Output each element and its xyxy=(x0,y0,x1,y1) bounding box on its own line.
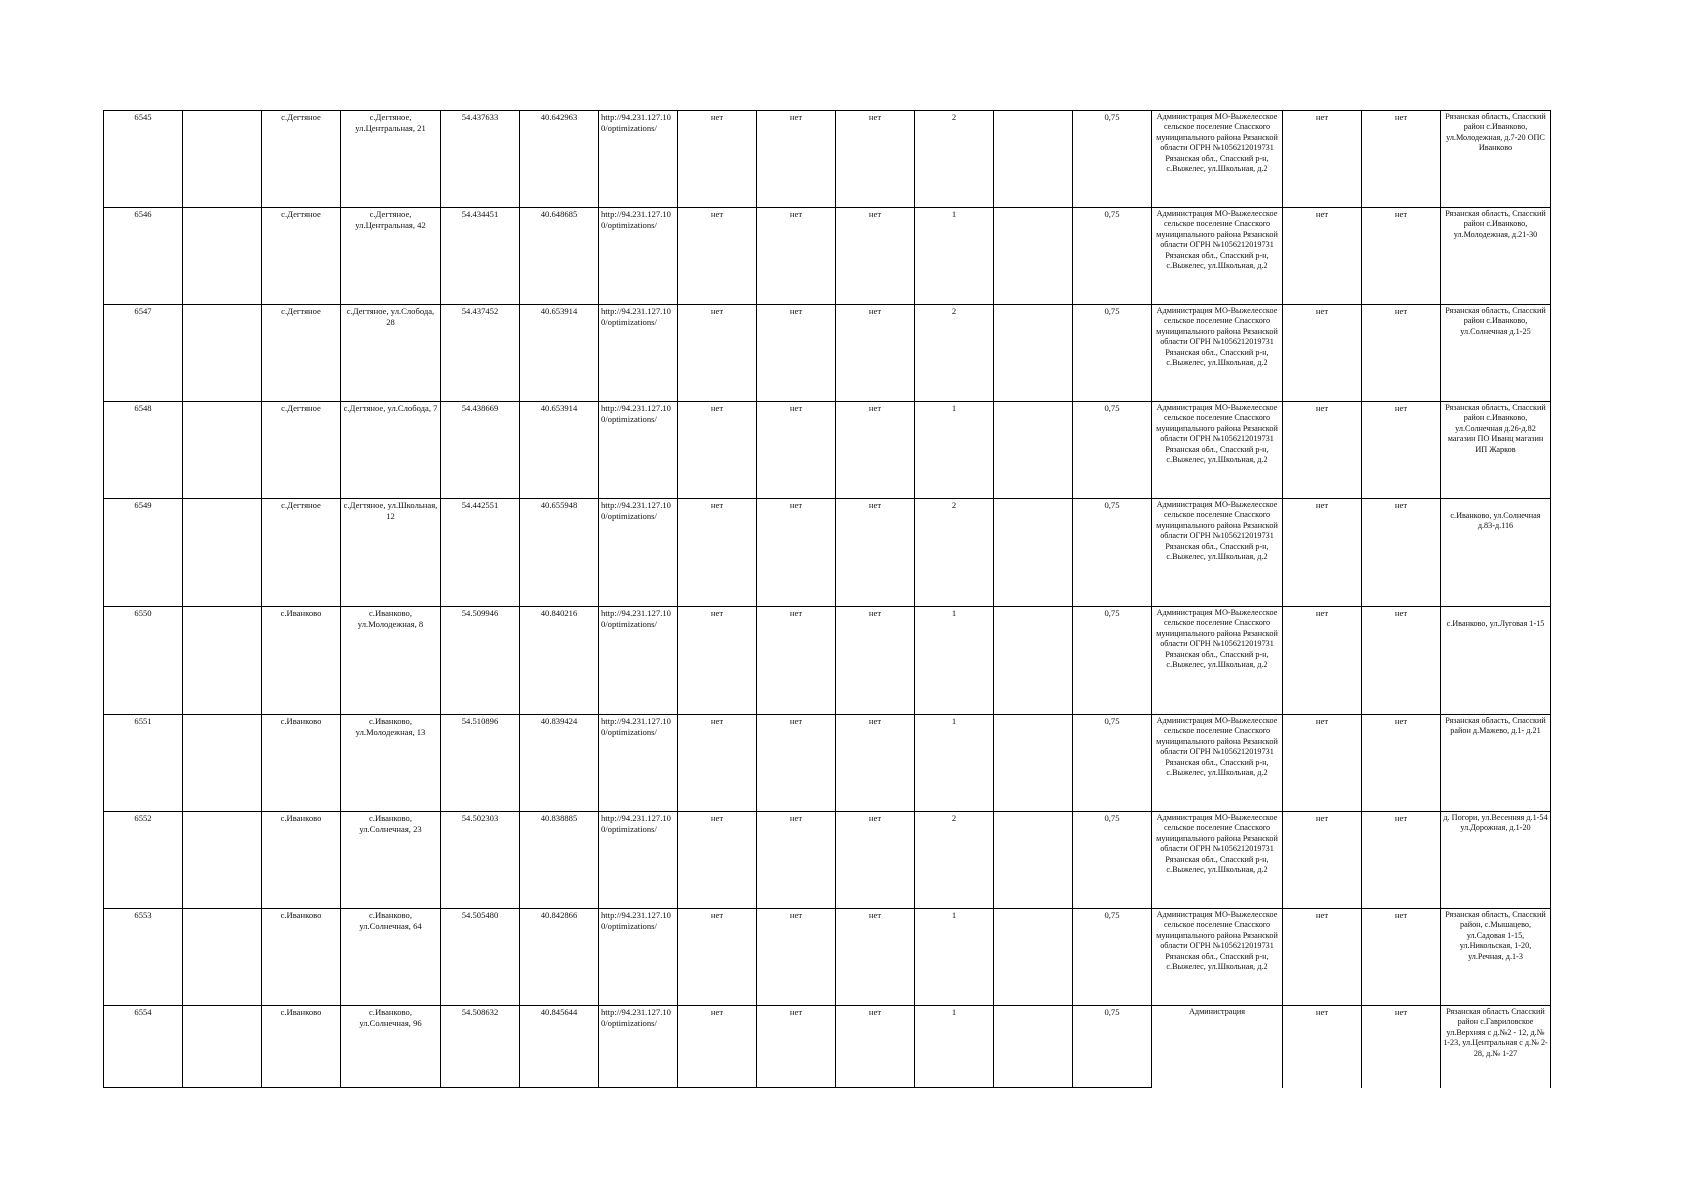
cell-lat: 54.438669 xyxy=(441,402,520,499)
cell-lat: 54.502303 xyxy=(441,812,520,909)
cell-desc: с.Иванково, ул.Солнечная д.83-д.116 xyxy=(1441,499,1551,607)
cell-address: с.Иванково, ул.Молодежная, 8 xyxy=(341,607,441,715)
cell-lat: 54.510896 xyxy=(441,715,520,812)
cell-e xyxy=(994,499,1073,607)
cell-id: 6549 xyxy=(104,499,183,607)
cell-x3: нет xyxy=(1283,208,1362,305)
cell-x3: нет xyxy=(1283,499,1362,607)
cell-settlement: с.Иванково xyxy=(262,607,341,715)
cell-vol: 0,75 xyxy=(1073,909,1152,1006)
cell-c: нет xyxy=(836,402,915,499)
cell-x4: нет xyxy=(1362,208,1441,305)
cell-lon: 40.845644 xyxy=(520,1006,599,1088)
cell-a: нет xyxy=(678,909,757,1006)
cell-e xyxy=(994,715,1073,812)
cell-e xyxy=(994,208,1073,305)
cell-a: нет xyxy=(678,305,757,402)
cell-x3: нет xyxy=(1283,402,1362,499)
cell-lat: 54.442551 xyxy=(441,499,520,607)
cell-b: нет xyxy=(757,208,836,305)
cell-org: Администрация МО-Выжелесское сельское поселение Спасского муниципального района Рязанской области ОГРН №1056212019731 Рязанская обл., Спасский р-н, с.Выжелес, ул.Школьная, д.2 xyxy=(1152,499,1283,607)
cell-b: нет xyxy=(757,715,836,812)
cell-b: нет xyxy=(757,305,836,402)
cell-x4: нет xyxy=(1362,111,1441,208)
cell-url[interactable]: http://94.231.127.100/optimizations/ xyxy=(599,715,678,812)
cell-vol: 0,75 xyxy=(1073,402,1152,499)
cell-count: 2 xyxy=(915,305,994,402)
cell-url[interactable]: http://94.231.127.100/optimizations/ xyxy=(599,1006,678,1088)
table-row xyxy=(104,812,1551,909)
cell-id: 6553 xyxy=(104,909,183,1006)
cell-x4: нет xyxy=(1362,305,1441,402)
cell-count: 1 xyxy=(915,402,994,499)
cell-address: с.Дегтяное, ул.Слобода, 7 xyxy=(341,402,441,499)
cell-org: Администрация МО-Выжелесское сельское поселение Спасского муниципального района Рязанской области ОГРН №1056212019731 Рязанская обл., Спасский р-н, с.Выжелес, ул.Школьная, д.2 xyxy=(1152,715,1283,812)
cell-x3: нет xyxy=(1283,812,1362,909)
cell-address: с.Дегтяное, ул.Центральная, 21 xyxy=(341,111,441,208)
cell-id: 6546 xyxy=(104,208,183,305)
cell-c: нет xyxy=(836,715,915,812)
cell-id: 6552 xyxy=(104,812,183,909)
cell-c: нет xyxy=(836,812,915,909)
cell-a: нет xyxy=(678,402,757,499)
cell-c2 xyxy=(183,607,262,715)
cell-settlement: с.Дегтяное xyxy=(262,208,341,305)
cell-count: 2 xyxy=(915,499,994,607)
cell-c: нет xyxy=(836,111,915,208)
cell-x4: нет xyxy=(1362,402,1441,499)
cell-org: Администрация xyxy=(1152,1006,1283,1088)
cell-org: Администрация МО-Выжелесское сельское поселение Спасского муниципального района Рязанской области ОГРН №1056212019731 Рязанская обл., Спасский р-н, с.Выжелес, ул.Школьная, д.2 xyxy=(1152,812,1283,909)
cell-e xyxy=(994,909,1073,1006)
cell-desc: Рязанская область, Спасский район, с.Мышацево, ул.Садовая 1-15, ул.Никольская, 1-20, ул.Речная, д.1-3 xyxy=(1441,909,1551,1006)
cell-b: нет xyxy=(757,499,836,607)
cell-desc: Рязанская область, Спасский район с.Иванково, ул.Молодежная, д.21-30 xyxy=(1441,208,1551,305)
cell-vol: 0,75 xyxy=(1073,499,1152,607)
cell-id: 6548 xyxy=(104,402,183,499)
cell-address: с.Иванково, ул.Солнечная, 23 xyxy=(341,812,441,909)
cell-lon: 40.838885 xyxy=(520,812,599,909)
cell-c2 xyxy=(183,305,262,402)
cell-vol: 0,75 xyxy=(1073,111,1152,208)
cell-vol: 0,75 xyxy=(1073,305,1152,402)
cell-x3: нет xyxy=(1283,715,1362,812)
cell-c2 xyxy=(183,1006,262,1088)
table-body xyxy=(104,111,1551,1088)
cell-lon: 40.653914 xyxy=(520,305,599,402)
table-row xyxy=(104,715,1551,812)
cell-address: с.Дегтяное, ул.Школьная, 12 xyxy=(341,499,441,607)
cell-b: нет xyxy=(757,909,836,1006)
cell-id: 6554 xyxy=(104,1006,183,1088)
cell-c2 xyxy=(183,812,262,909)
cell-c2 xyxy=(183,208,262,305)
cell-a: нет xyxy=(678,812,757,909)
cell-e xyxy=(994,607,1073,715)
cell-settlement: с.Иванково xyxy=(262,812,341,909)
cell-count: 2 xyxy=(915,812,994,909)
cell-org: Администрация МО-Выжелесское сельское поселение Спасского муниципального района Рязанской области ОГРН №1056212019731 Рязанская обл., Спасский р-н, с.Выжелес, ул.Школьная, д.2 xyxy=(1152,402,1283,499)
cell-org: Администрация МО-Выжелесское сельское поселение Спасского муниципального района Рязанской области ОГРН №1056212019731 Рязанская обл., Спасский р-н, с.Выжелес, ул.Школьная, д.2 xyxy=(1152,111,1283,208)
cell-x4: нет xyxy=(1362,607,1441,715)
cell-url[interactable]: http://94.231.127.100/optimizations/ xyxy=(599,305,678,402)
cell-lat: 54.508632 xyxy=(441,1006,520,1088)
cell-address: с.Дегтяное, ул.Слобода, 28 xyxy=(341,305,441,402)
cell-b: нет xyxy=(757,607,836,715)
cell-e xyxy=(994,1006,1073,1088)
cell-b: нет xyxy=(757,812,836,909)
cell-address: с.Иванково, ул.Солнечная, 96 xyxy=(341,1006,441,1088)
cell-url[interactable]: http://94.231.127.100/optimizations/ xyxy=(599,607,678,715)
cell-url[interactable]: http://94.231.127.100/optimizations/ xyxy=(599,208,678,305)
cell-desc: Рязанская область Спасский район с.Гавриловское ул.Верхняя с д.№2 - 12, д.№ 1-23, ул.Центральная с д.№ 2-28, д.№ 1-27 xyxy=(1441,1006,1551,1088)
data-table xyxy=(103,110,1551,1088)
cell-desc: Рязанская область, Спасский район с.Иванково, ул.Молодежная, д.7-20 ОПС Иванково xyxy=(1441,111,1551,208)
cell-url[interactable]: http://94.231.127.100/optimizations/ xyxy=(599,499,678,607)
cell-url[interactable]: http://94.231.127.100/optimizations/ xyxy=(599,402,678,499)
cell-lat: 54.437452 xyxy=(441,305,520,402)
cell-id: 6551 xyxy=(104,715,183,812)
cell-a: нет xyxy=(678,607,757,715)
cell-desc: с.Иванково, ул.Луговая 1-15 xyxy=(1441,607,1551,715)
cell-b: нет xyxy=(757,1006,836,1088)
cell-e xyxy=(994,111,1073,208)
cell-lat: 54.509946 xyxy=(441,607,520,715)
cell-settlement: с.Иванково xyxy=(262,909,341,1006)
cell-lat: 54.437633 xyxy=(441,111,520,208)
cell-a: нет xyxy=(678,1006,757,1088)
cell-b: нет xyxy=(757,111,836,208)
cell-c2 xyxy=(183,715,262,812)
cell-count: 2 xyxy=(915,111,994,208)
cell-count: 1 xyxy=(915,909,994,1006)
cell-b: нет xyxy=(757,402,836,499)
cell-vol: 0,75 xyxy=(1073,208,1152,305)
cell-a: нет xyxy=(678,715,757,812)
cell-vol: 0,75 xyxy=(1073,1006,1152,1088)
cell-lon: 40.839424 xyxy=(520,715,599,812)
cell-count: 1 xyxy=(915,607,994,715)
cell-settlement: с.Дегтяное xyxy=(262,499,341,607)
cell-lon: 40.653914 xyxy=(520,402,599,499)
cell-e xyxy=(994,305,1073,402)
cell-settlement: с.Иванково xyxy=(262,715,341,812)
cell-a: нет xyxy=(678,111,757,208)
cell-vol: 0,75 xyxy=(1073,607,1152,715)
cell-org: Администрация МО-Выжелесское сельское поселение Спасского муниципального района Рязанской области ОГРН №1056212019731 Рязанская обл., Спасский р-н, с.Выжелес, ул.Школьная, д.2 xyxy=(1152,909,1283,1006)
cell-settlement: с.Дегтяное xyxy=(262,305,341,402)
cell-url[interactable]: http://94.231.127.100/optimizations/ xyxy=(599,812,678,909)
cell-address: с.Иванково, ул.Солнечная, 64 xyxy=(341,909,441,1006)
document-sheet xyxy=(103,110,1551,1088)
cell-c2 xyxy=(183,909,262,1006)
cell-address: с.Дегтяное, ул.Центральная, 42 xyxy=(341,208,441,305)
table-row xyxy=(104,305,1551,402)
cell-a: нет xyxy=(678,499,757,607)
cell-lon: 40.642963 xyxy=(520,111,599,208)
cell-x3: нет xyxy=(1283,607,1362,715)
cell-lat: 54.434451 xyxy=(441,208,520,305)
table-row xyxy=(104,402,1551,499)
cell-lon: 40.648685 xyxy=(520,208,599,305)
cell-lon: 40.655948 xyxy=(520,499,599,607)
cell-c2 xyxy=(183,499,262,607)
cell-c: нет xyxy=(836,1006,915,1088)
cell-org: Администрация МО-Выжелесское сельское поселение Спасского муниципального района Рязанской области ОГРН №1056212019731 Рязанская обл., Спасский р-н, с.Выжелес, ул.Школьная, д.2 xyxy=(1152,305,1283,402)
cell-count: 1 xyxy=(915,715,994,812)
cell-org: Администрация МО-Выжелесское сельское поселение Спасского муниципального района Рязанской области ОГРН №1056212019731 Рязанская обл., Спасский р-н, с.Выжелес, ул.Школьная, д.2 xyxy=(1152,208,1283,305)
table-row xyxy=(104,111,1551,208)
cell-x4: нет xyxy=(1362,715,1441,812)
cell-lon: 40.840216 xyxy=(520,607,599,715)
cell-lon: 40.842866 xyxy=(520,909,599,1006)
cell-lat: 54.505480 xyxy=(441,909,520,1006)
cell-id: 6547 xyxy=(104,305,183,402)
cell-e xyxy=(994,812,1073,909)
cell-x4: нет xyxy=(1362,812,1441,909)
cell-id: 6550 xyxy=(104,607,183,715)
cell-c2 xyxy=(183,402,262,499)
table-row xyxy=(104,1006,1551,1088)
cell-e xyxy=(994,402,1073,499)
cell-settlement: с.Дегтяное xyxy=(262,111,341,208)
cell-vol: 0,75 xyxy=(1073,715,1152,812)
table-row xyxy=(104,208,1551,305)
cell-x4: нет xyxy=(1362,1006,1441,1088)
cell-url[interactable]: http://94.231.127.100/optimizations/ xyxy=(599,111,678,208)
table-row xyxy=(104,909,1551,1006)
cell-c: нет xyxy=(836,499,915,607)
cell-x4: нет xyxy=(1362,499,1441,607)
cell-x4: нет xyxy=(1362,909,1441,1006)
cell-settlement: с.Иванково xyxy=(262,1006,341,1088)
cell-desc: Рязанская область, Спасский район с.Иванково, ул.Солнечная д.1-25 xyxy=(1441,305,1551,402)
cell-count: 1 xyxy=(915,1006,994,1088)
table-row xyxy=(104,607,1551,715)
cell-c: нет xyxy=(836,305,915,402)
cell-c: нет xyxy=(836,208,915,305)
cell-settlement: с.Дегтяное xyxy=(262,402,341,499)
table-row xyxy=(104,499,1551,607)
cell-count: 1 xyxy=(915,208,994,305)
cell-vol: 0,75 xyxy=(1073,812,1152,909)
cell-desc: Рязанская область, Спасский район д.Мажево, д.1- д.21 xyxy=(1441,715,1551,812)
cell-address: с.Иванково, ул.Молодежная, 13 xyxy=(341,715,441,812)
cell-org: Администрация МО-Выжелесское сельское поселение Спасского муниципального района Рязанской области ОГРН №1056212019731 Рязанская обл., Спасский р-н, с.Выжелес, ул.Школьная, д.2 xyxy=(1152,607,1283,715)
cell-c2 xyxy=(183,111,262,208)
cell-x3: нет xyxy=(1283,305,1362,402)
cell-url[interactable]: http://94.231.127.100/optimizations/ xyxy=(599,909,678,1006)
cell-x3: нет xyxy=(1283,1006,1362,1088)
cell-id: 6545 xyxy=(104,111,183,208)
cell-x3: нет xyxy=(1283,111,1362,208)
cell-c: нет xyxy=(836,607,915,715)
cell-desc: д. Погори, ул.Весенняя д.1-54 ул.Дорожная, д.1-20 xyxy=(1441,812,1551,909)
cell-a: нет xyxy=(678,208,757,305)
cell-desc: Рязанская область, Спасский район с.Иванково, ул.Солнечная д.26-д.82 магазин ПО Иванц магазин ИП Жарков xyxy=(1441,402,1551,499)
cell-x3: нет xyxy=(1283,909,1362,1006)
cell-c: нет xyxy=(836,909,915,1006)
